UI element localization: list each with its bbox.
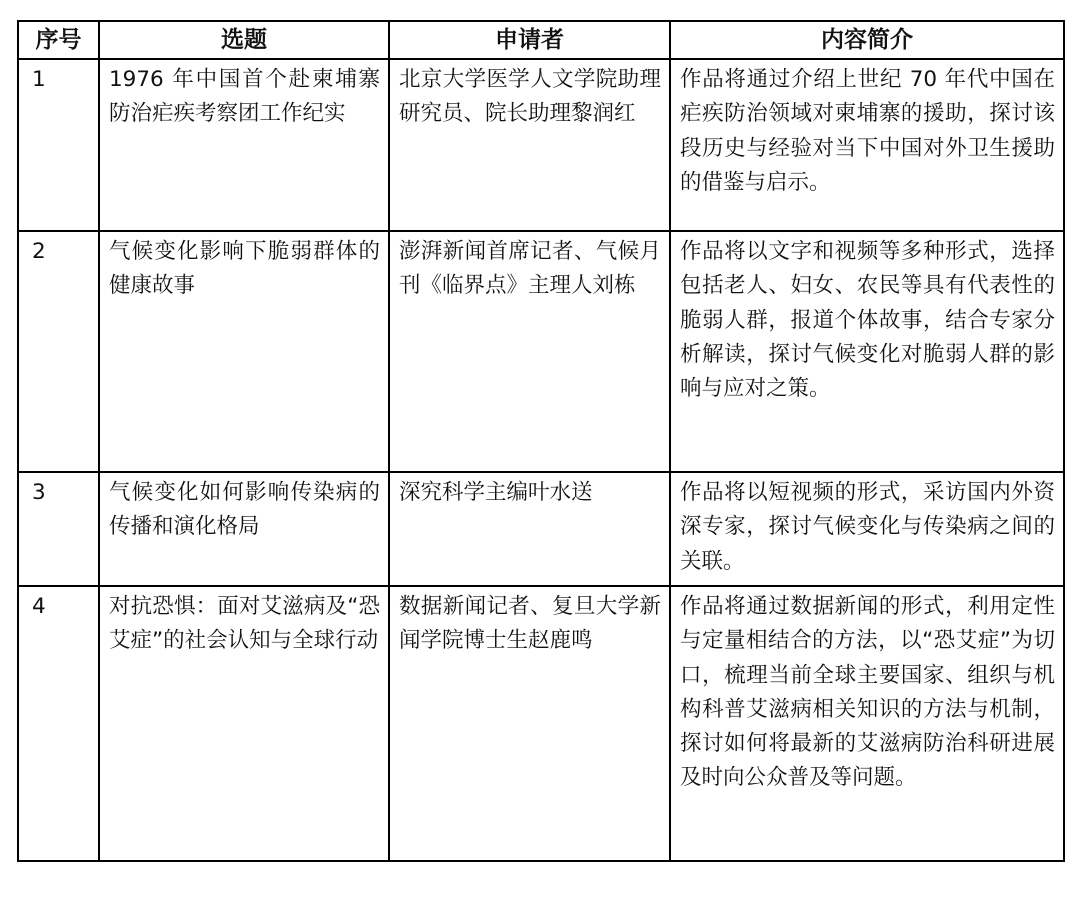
row-index: 1 [18, 59, 99, 231]
topics-table [17, 20, 1065, 862]
row-applicant: 深究科学主编叶水送 [389, 472, 670, 586]
row-summary: 作品将以短视频的形式，采访国内外资深专家，探讨气候变化与传染病之间的关联。 [670, 472, 1064, 586]
header-topic: 选题 [99, 21, 389, 59]
row-index: 3 [18, 472, 99, 586]
row-applicant: 数据新闻记者、复旦大学新闻学院博士生赵鹿鸣 [389, 586, 670, 861]
row-applicant: 澎湃新闻首席记者、气候月刊《临界点》主理人刘栋 [389, 231, 670, 472]
topics-table-container [17, 20, 1065, 862]
row-index: 2 [18, 231, 99, 472]
row-topic: 气候变化影响下脆弱群体的健康故事 [99, 231, 389, 472]
table-row [18, 231, 1064, 472]
row-topic: 气候变化如何影响传染病的传播和演化格局 [99, 472, 389, 586]
table-row [18, 586, 1064, 861]
row-topic: 对抗恐惧：面对艾滋病及“恐艾症”的社会认知与全球行动 [99, 586, 389, 861]
header-summary: 内容简介 [670, 21, 1064, 59]
row-summary: 作品将以文字和视频等多种形式，选择包括老人、妇女、农民等具有代表性的脆弱人群，报道个体故事，结合专家分析解读，探讨气候变化对脆弱人群的影响与应对之策。 [670, 231, 1064, 472]
row-applicant: 北京大学医学人文学院助理研究员、院长助理黎润红 [389, 59, 670, 231]
row-index: 4 [18, 586, 99, 861]
header-applicant: 申请者 [389, 21, 670, 59]
header-index: 序号 [18, 21, 99, 59]
row-topic: 1976 年中国首个赴柬埔寨防治疟疾考察团工作纪实 [99, 59, 389, 231]
table-row [18, 59, 1064, 231]
row-summary: 作品将通过数据新闻的形式，利用定性与定量相结合的方法，以“恐艾症”为切口，梳理当前全球主要国家、组织与机构科普艾滋病相关知识的方法与机制，探讨如何将最新的艾滋病防治科研进展及时向公众普及等问题。 [670, 586, 1064, 861]
row-summary: 作品将通过介绍上世纪 70 年代中国在疟疾防治领域对柬埔寨的援助，探讨该段历史与经验对当下中国对外卫生援助的借鉴与启示。 [670, 59, 1064, 231]
header-row [18, 21, 1064, 59]
table-row [18, 472, 1064, 586]
